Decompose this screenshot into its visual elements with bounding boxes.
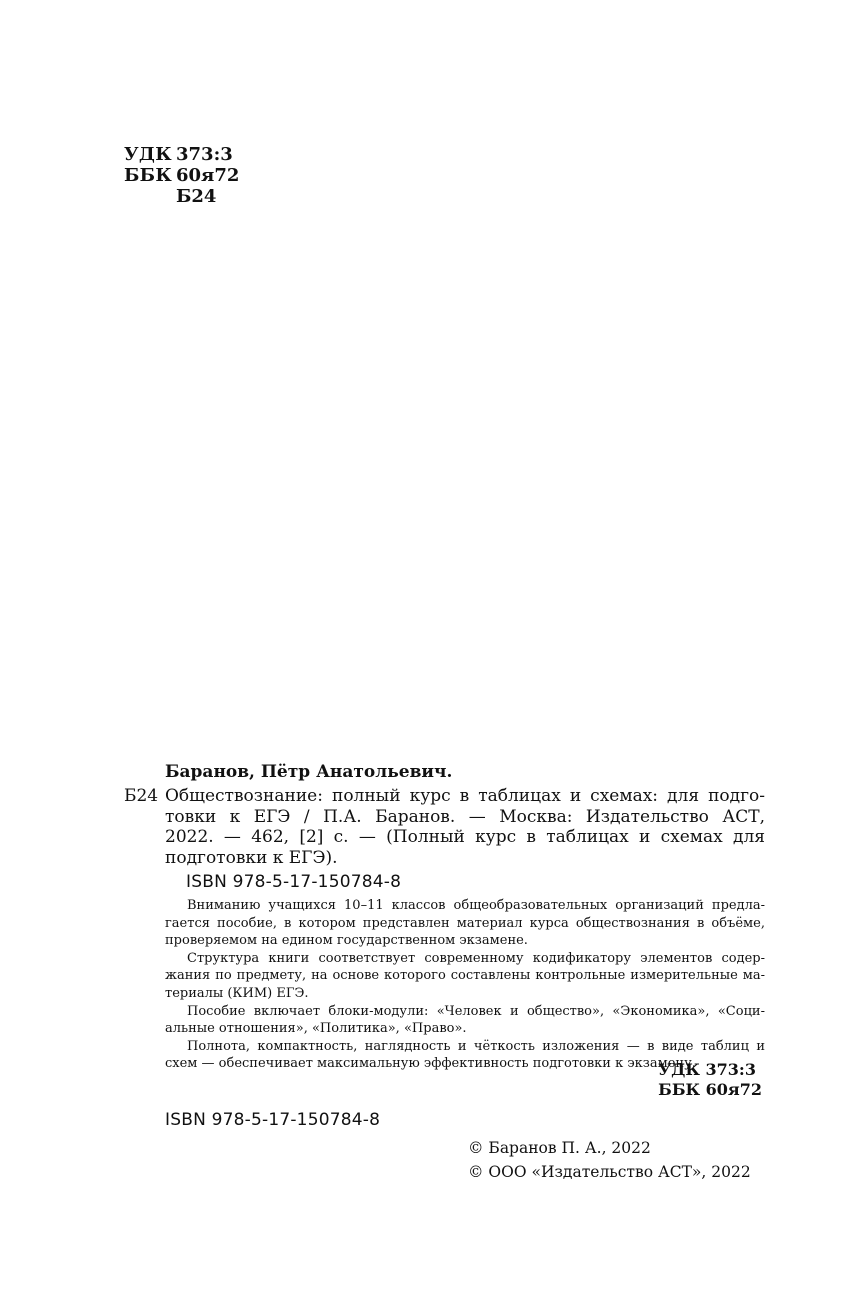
copyright-publisher: © ООО «Издательство АСТ», 2022 <box>468 1163 751 1181</box>
annotation-line: териалы (КИМ) ЕГЭ. <box>165 985 309 1001</box>
annotation-line: гается пособие, в котором представлен материал курса обществознания в объёме, <box>165 915 765 931</box>
udk-value: 373:3 <box>176 144 233 165</box>
annotation-line: проверяемом на едином государственном экзамене. <box>165 933 528 949</box>
udk-label: УДК <box>124 144 172 165</box>
annotation-paragraph <box>165 1003 765 1038</box>
bbk-label: ББК <box>124 165 173 186</box>
copyright-block <box>468 1136 751 1184</box>
annotation-paragraph <box>165 950 765 1003</box>
card-isbn: ISBN 978-5-17-150784-8 <box>186 872 402 892</box>
bottom-bbk: ББК 60я72 <box>658 1080 762 1099</box>
annotation-line: Полнота, компактность, наглядность и чёткость изложения — в виде таблиц и <box>187 1038 765 1054</box>
card-description-line: товки к ЕГЭ / П.А. Баранов. — Москва: Издательство АСТ, <box>165 806 765 827</box>
annotation-line: Структура книги соответствует современному кодификатору элементов содер- <box>187 950 765 966</box>
bottom-udk: УДК 373:3 <box>658 1060 756 1079</box>
card-description-line: подготовки к ЕГЭ). <box>165 847 338 868</box>
annotation-line: жания по предмету, на основе которого составлены контрольные измерительные ма- <box>165 968 765 984</box>
annotation <box>165 897 765 1073</box>
bottom-codes <box>658 1060 762 1100</box>
card-author-mark: Б24 <box>124 786 159 806</box>
annotation-line: схем — обеспечивает максимальную эффективность подготовки к экзамену. <box>165 1056 696 1072</box>
isbn-bottom: ISBN 978-5-17-150784-8 <box>165 1110 381 1130</box>
card-author: Баранов, Пётр Анатольевич. <box>165 762 453 782</box>
author-mark-top: Б24 <box>176 186 217 207</box>
copyright-author: © Баранов П. А., 2022 <box>468 1139 651 1157</box>
annotation-paragraph <box>165 897 765 950</box>
annotation-line: Пособие включает блоки-модули: «Человек и общество», «Экономика», «Соци- <box>187 1003 765 1019</box>
annotation-line: Вниманию учащихся 10–11 классов общеобразовательных организаций предла- <box>187 898 765 913</box>
card-description <box>165 786 765 868</box>
annotation-line: альные отношения», «Политика», «Право». <box>165 1021 467 1037</box>
bbk-value: 60я72 <box>176 165 240 186</box>
card-description-line: 2022. — 462, [2] с. — (Полный курс в таблицах и схемах для <box>165 827 765 847</box>
card-description-line: Обществознание: полный курс в таблицах и схемах: для подго- <box>165 786 765 806</box>
